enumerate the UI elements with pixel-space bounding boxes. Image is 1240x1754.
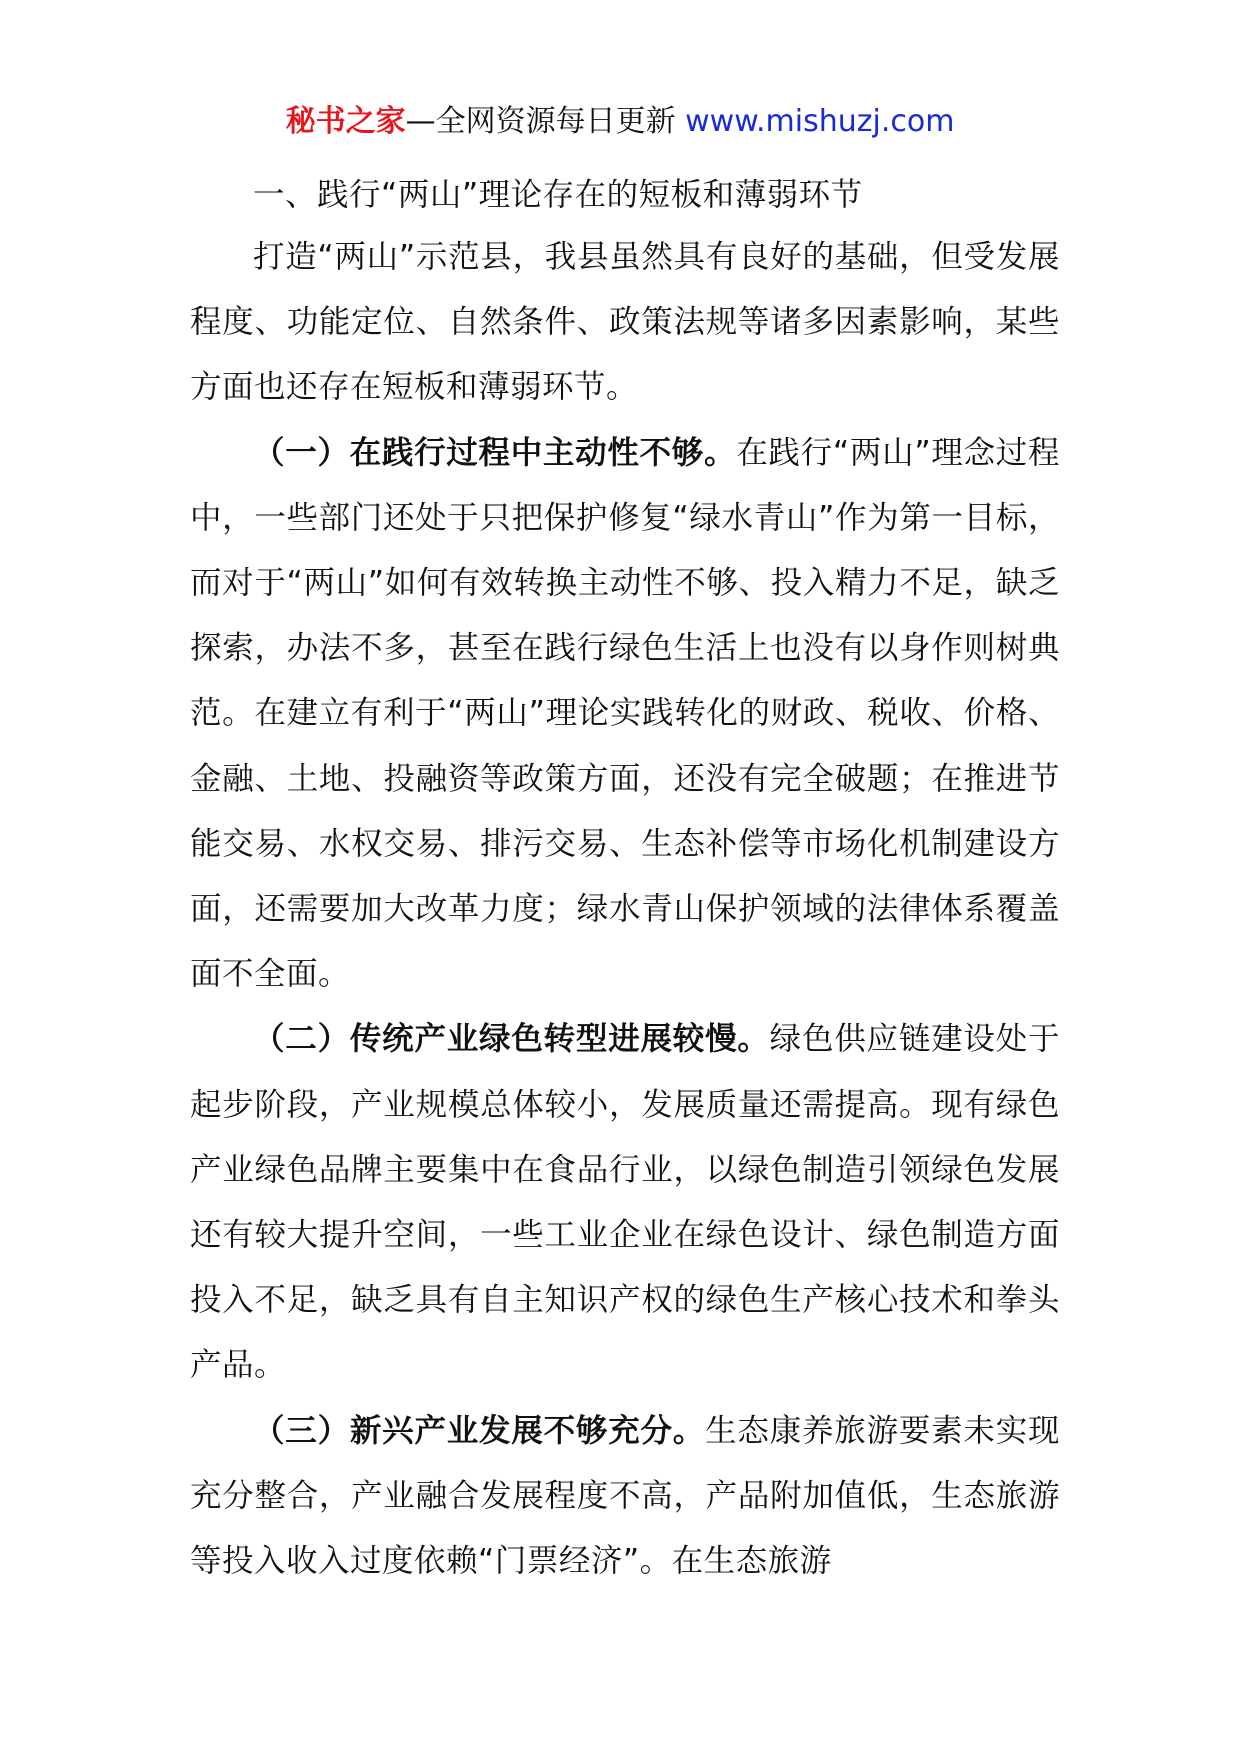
header-tagline: —全网资源每日更新 [405, 104, 686, 139]
point-title-2: （二）传统产业绿色转型进展较慢。 [253, 1021, 770, 1058]
point-paragraph-1 [190, 421, 1060, 1008]
intro-paragraph: 打造“两山”示范县，我县虽然具有良好的基础，但受发展程度、功能定位、自然条件、政策法规等诸多因素影响，某些方面也还存在短板和薄弱环节。 [190, 239, 1060, 406]
point-paragraph-2 [190, 1007, 1060, 1398]
brand-name: 秘书之家 [285, 104, 406, 139]
watermark-header [0, 100, 1240, 144]
point-text-1: 在践行“两山”理念过程中，一些部门还处于只把保护修复“绿水青山”作为第一目标，而对于“两山”如何有效转换主动性不够、投入精力不足，缺乏探索，办法不多，甚至在践行绿色生活上也没有以身作则树典范。在建立有利于“两山”理论实践转化的财政、税收、价格、金融、土地、投融资等政策方面，还没有完全破题；在推进节能交易、水权交易、排污交易、生态补偿等市场化机制建设方面，还需要加大改革力度；绿水青山保护领域的法律体系覆盖面不全面。 [190, 434, 1060, 993]
point-text-2: 绿色供应链建设处于起步阶段，产业规模总体较小，发展质量还需提高。现有绿色产业绿色品牌主要集中在食品行业，以绿色制造引领绿色发展还有较大提升空间，一些工业企业在绿色设计、绿色制造方面投入不足，缺乏具有自主知识产权的绿色生产核心技术和拳头产品。 [190, 1021, 1060, 1384]
point-paragraph-3 [190, 1399, 1060, 1595]
point-text-3: 生态康养旅游要素未实现充分整合，产业融合发展程度不高，产品附加值低，生态旅游等投入收入过度依赖“门票经济”。在生态旅游 [190, 1412, 1060, 1580]
section-title: 一、践行“两山”理论存在的短板和薄弱环节 [253, 177, 863, 213]
document-body [190, 165, 1060, 1594]
website-link[interactable]: www.mishuzj.com [685, 104, 955, 139]
point-title-3: （三）新兴产业发展不够充分。 [253, 1412, 706, 1449]
point-title-1: （一）在践行过程中主动性不够。 [253, 434, 737, 471]
